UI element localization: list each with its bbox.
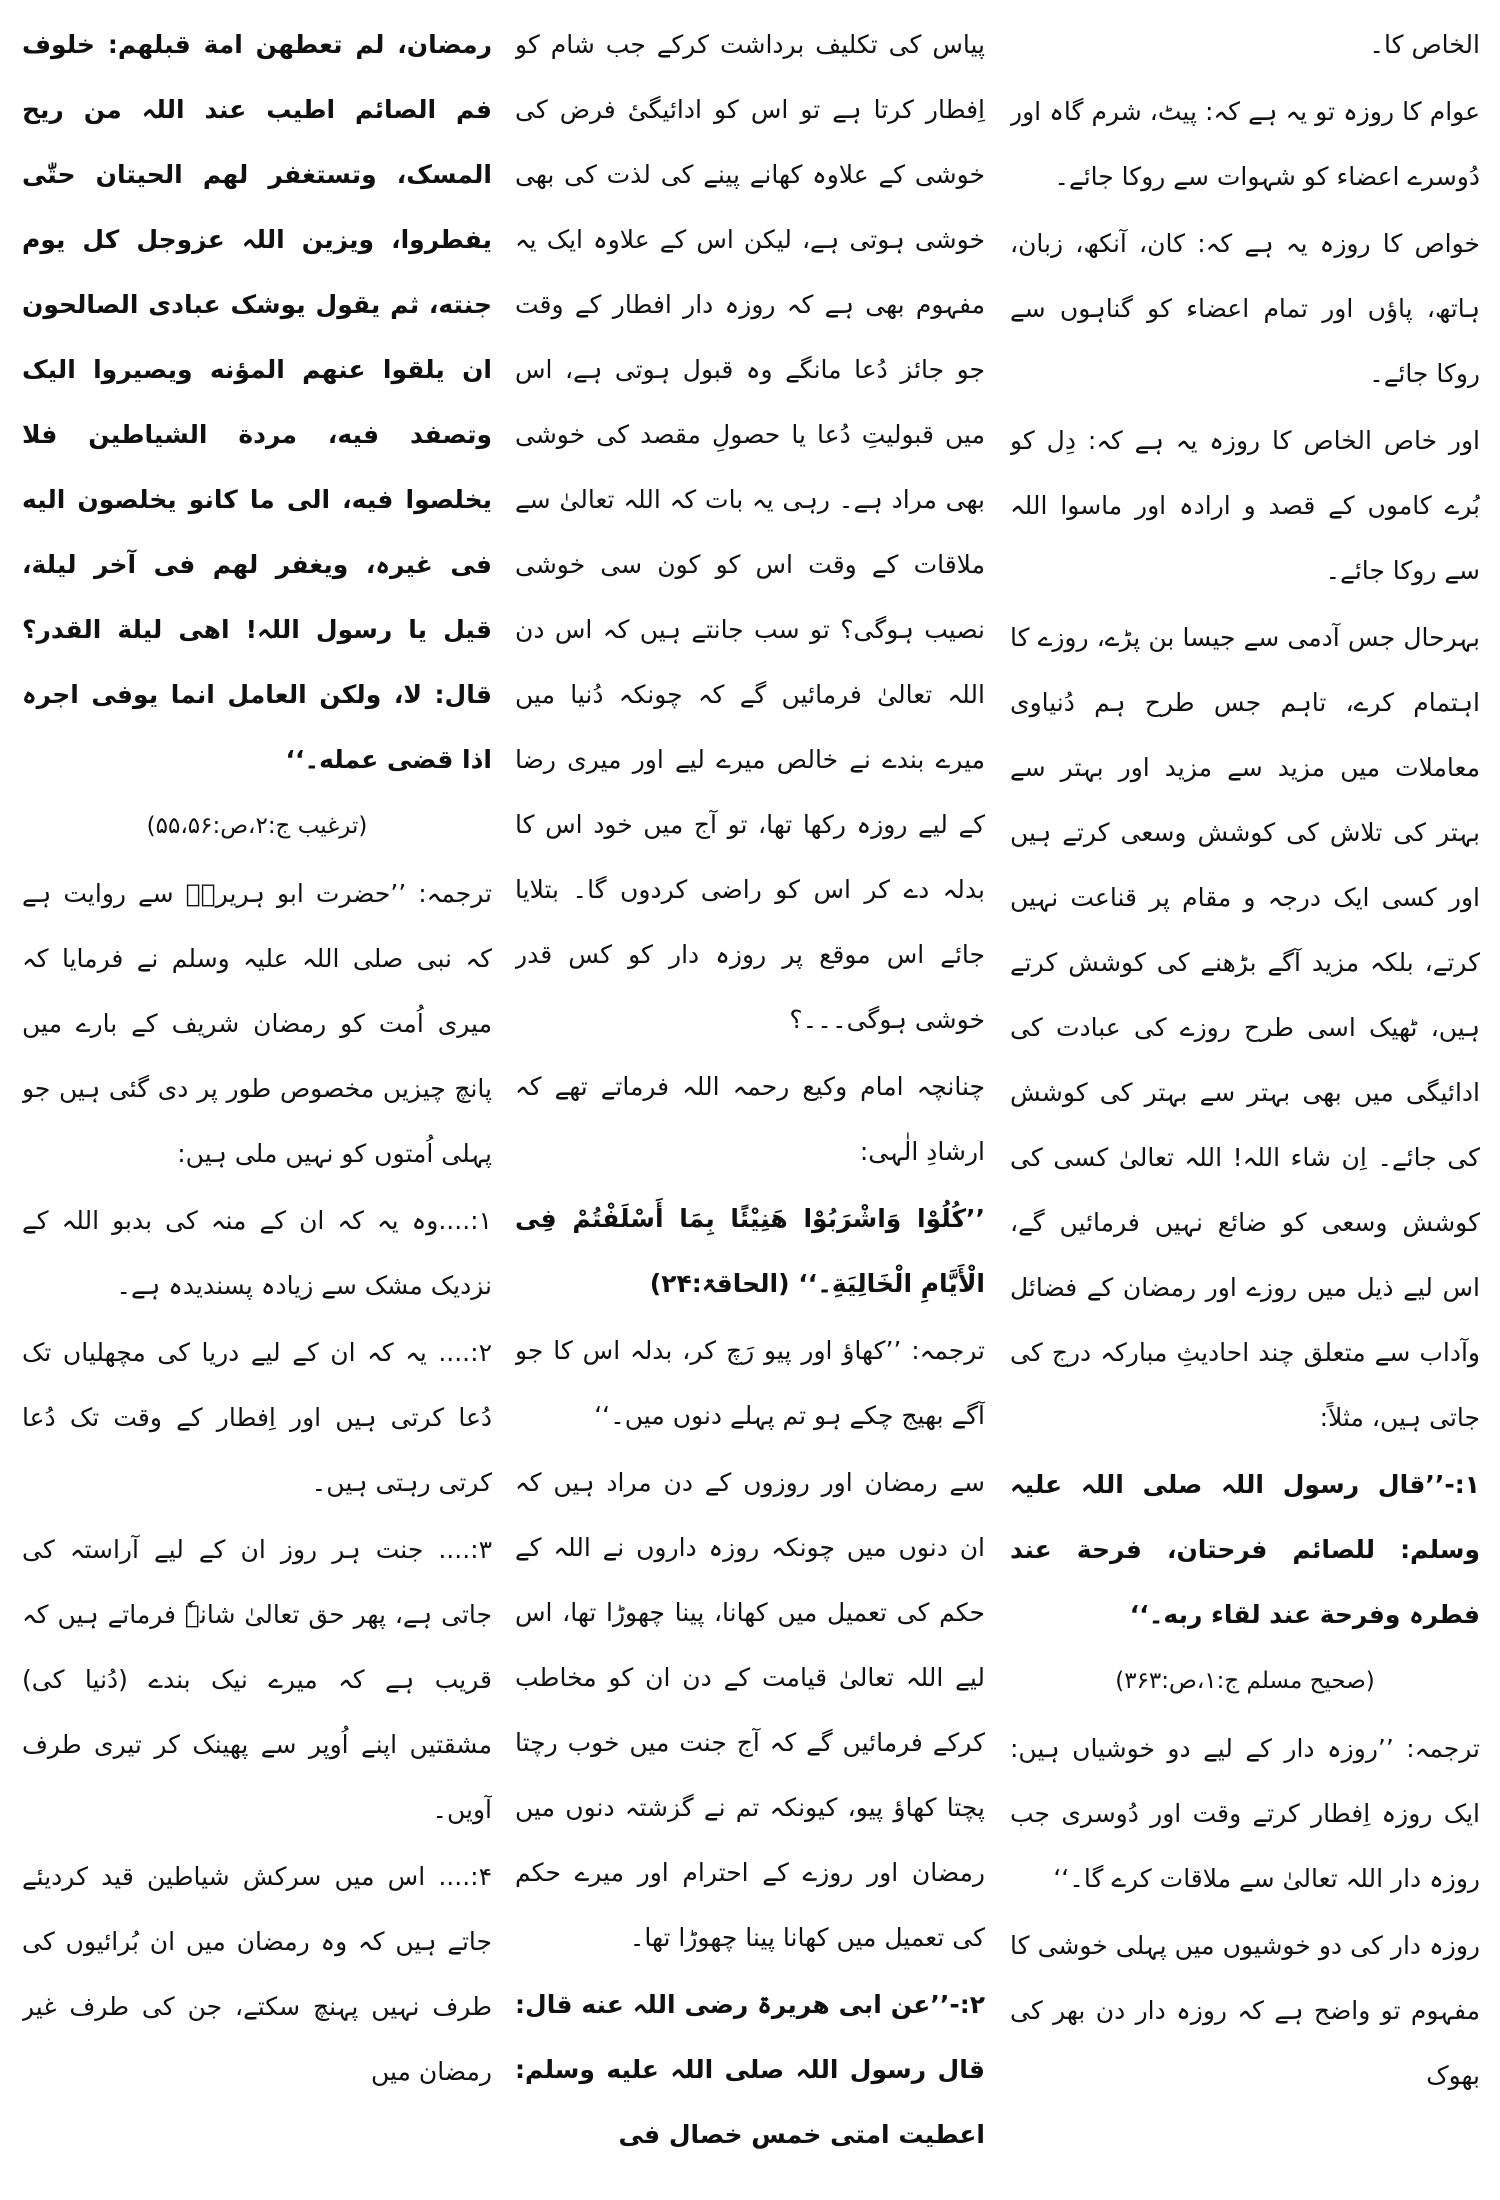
column-middle — [515, 12, 985, 2187]
body-paragraph: چنانچہ امام وکیع رحمہ اللہ فرماتے تھے کہ ارشادِ الٰہی: — [515, 1072, 985, 1166]
body-paragraph: سے رمضان اور روزوں کے دن مراد ہیں کہ ان دنوں میں چونکہ روزہ داروں نے اللہ کے حکم کی تعمیل میں کھانا، پینا چھوڑا تھا، اس لیے اللہ تعالیٰ قیامت کے دن ان کو مخاطب کرکے فرمائیں گے کہ آج جنت میں خوب رچتا پچتا کھاؤ پیو، کیونکہ تم نے گزشتہ دنوں میں رمضان اور روزے کے احترام اور میرے حکم کی تعمیل میں کھانا پینا چھوڑا تھا۔ — [515, 1468, 985, 1952]
body-paragraph: روزہ دار کی دو خوشیوں میں پہلی خوشی کا مفہوم تو واضح ہے کہ روزہ دار دن بھر کی بھوک — [1010, 1931, 1480, 2090]
arabic-quote-paragraph: ۲:-’’عن ابی ھریرۃ رضی اللہ عنه قال: قال رسول اللہ صلی اللہ علیه وسلم: اعطیت امتی خمس خصال فی — [515, 1990, 985, 2149]
citation: (صحیح مسلم ج:۱،ص:۳۶۳) — [1115, 1668, 1375, 1694]
body-paragraph: اور خاص الخاص کا روزہ یہ ہے کہ: دِل کو بُرے کاموں کے قصد و ارادہ اور ماسوا اللہ سے روکا جائے۔ — [1010, 426, 1480, 585]
citation: (ترغیب ج:۲،ص:۵۵،۵۶) — [146, 813, 368, 839]
body-paragraph: عوام کا روزہ تو یہ ہے کہ: پیٹ، شرم گاہ اور دُوسرے اعضاء کو شہوات سے روکا جائے۔ — [1010, 97, 1480, 191]
body-paragraph: خواص کا روزہ یہ ہے کہ: کان، آنکھ، زبان، ہاتھ، پاؤں اور تمام اعضاء کو گناہوں سے روکا جائے۔ — [1010, 229, 1480, 388]
body-paragraph: ۳:.... جنت ہر روز ان کے لیے آراستہ کی جاتی ہے، پھر حق تعالیٰ شانہٗ فرماتے ہیں کہ قریب ہے کہ میرے نیک بندے (دُنیا کی) مشقتیں اپنے اُوپر سے پھینک کر تیری طرف آویں۔ — [22, 1535, 492, 1824]
column-right — [1010, 12, 1480, 2187]
arabic-quote-paragraph: رمضان، لم تعطهن امة قبلهم: خلوف فم الصائم اطیب عند اللہ من ریح المسک، وتستغفر لهم الحیتان حتّٰی یفطروا، ویزین اللہ عزوجل کل یوم جنته، ثم یقول یوشک عبادی الصالحون ان یلقوا عنهم المؤنه ویصیروا الیک وتصفد فیه، مردة الشیاطین فلا یخلصوا فیه، الی ما کانو یخلصون الیه فی غیرہ، ویغفر لهم فی آخر لیلة، قیل یا رسول اللہ! اھی لیلة القدر؟ قال: لا، ولکن العامل انما یوفی اجرہ اذا قضی عمله۔‘‘ — [22, 30, 492, 774]
body-paragraph: ترجمہ: ’’روزہ دار کے لیے دو خوشیاں ہیں: ایک روزہ اِفطار کرتے وقت اور دُوسری جب روزہ دار اللہ تعالیٰ سے ملاقات کرے گا۔‘‘ — [1010, 1734, 1480, 1893]
body-paragraph: ترجمہ: ’’حضرت ابو ہریرہؓ سے روایت ہے کہ نبی صلی اللہ علیہ وسلم نے فرمایا کہ میری اُمت کو رمضان شریف کے بارے میں پانچ چیزیں مخصوص طور پر دی گئی ہیں جو پہلی اُمتوں کو نہیں ملی ہیں: — [22, 879, 492, 1168]
arabic-quote-paragraph: ’’کُلُوْا وَاشْرَبُوْا هَنِیْئًا بِمَا أَسْلَفْتُمْ فِی الْأَیَّامِ الْخَالِیَةِ۔‘‘ (الحاقۃ:۲۴) — [515, 1204, 985, 1298]
body-paragraph: ۲:.... یہ کہ ان کے لیے دریا کی مچھلیاں تک دُعا کرتی ہیں اور اِفطار کے وقت تک دُعا کرتی رہتی ہیں۔ — [22, 1338, 492, 1497]
body-paragraph: ترجمہ: ’’کھاؤ اور پیو رَچ کر، بدلہ اس کا جو آگے بھیج چکے ہو تم پہلے دنوں میں۔‘‘ — [515, 1336, 985, 1430]
column-left — [22, 12, 492, 2187]
body-paragraph: ۱:....وہ یہ کہ ان کے منہ کی بدبو اللہ کے نزدیک مشک سے زیادہ پسندیدہ ہے۔ — [22, 1206, 492, 1300]
body-paragraph: بہرحال جس آدمی سے جیسا بن پڑے، روزے کا اہتمام کرے، تاہم جس طرح ہم دُنیاوی معاملات میں مزید سے مزید اور بہتر سے بہتر کی تلاش کی کوشش وسعی کرتے ہیں اور کسی ایک درجہ و مقام پر قناعت نہیں کرتے، بلکہ مزید آگے بڑھنے کی کوشش کرتے ہیں، ٹھیک اسی طرح روزے کی عبادت کی ادائیگی میں بھی بہتر سے بہتر کی کوشش کی جائے۔ اِن شاء اللہ! اللہ تعالیٰ کسی کی کوشش وسعی کو ضائع نہیں فرمائیں گے، اس لیے ذیل میں روزے اور رمضان کے فضائل وآداب سے متعلق چند احادیثِ مبارکہ درج کی جاتی ہیں، مثلاً: — [1010, 623, 1480, 1432]
body-paragraph: ۴:.... اس میں سرکش شیاطین قید کردیئے جاتے ہیں کہ وہ رمضان میں ان بُرائیوں کی طرف نہیں پہنچ سکتے، جن کی طرف غیر رمضان میں — [22, 1862, 492, 2086]
arabic-quote-paragraph: ۱:-’’قال رسول اللہ صلی اللہ علیہ وسلم: للصائم فرحتان، فرحة عند فطرہ وفرحة عند لقاء ربه۔‘‘ — [1010, 1470, 1480, 1629]
body-paragraph: پیاس کی تکلیف برداشت کرکے جب شام کو اِفطار کرتا ہے تو اس کو ادائیگیٔ فرض کی خوشی کے علاوہ کھانے پینے کی لذت کی بھی خوشی ہوتی ہے، لیکن اس کے علاوہ ایک یہ مفہوم بھی ہے کہ روزہ دار افطار کے وقت جو جائز دُعا مانگے وہ قبول ہوتی ہے، اس میں قبولیتِ دُعا یا حصولِ مقصد کی خوشی بھی مراد ہے۔ رہی یہ بات کہ اللہ تعالیٰ سے ملاقات کے وقت اس کو کون سی خوشی نصیب ہوگی؟ تو سب جانتے ہیں کہ اس دن اللہ تعالیٰ فرمائیں گے کہ چونکہ دُنیا میں میرے بندے نے خالص میرے لیے اور میری رضا کے لیے روزہ رکھا تھا، تو آج میں خود اس کا بدلہ دے کر اس کو راضی کردوں گا۔ بتلایا جائے اس موقع پر روزہ دار کو کس قدر خوشی ہوگی۔۔۔؟ — [515, 30, 985, 1034]
body-paragraph: الخاص کا۔ — [1369, 30, 1480, 59]
